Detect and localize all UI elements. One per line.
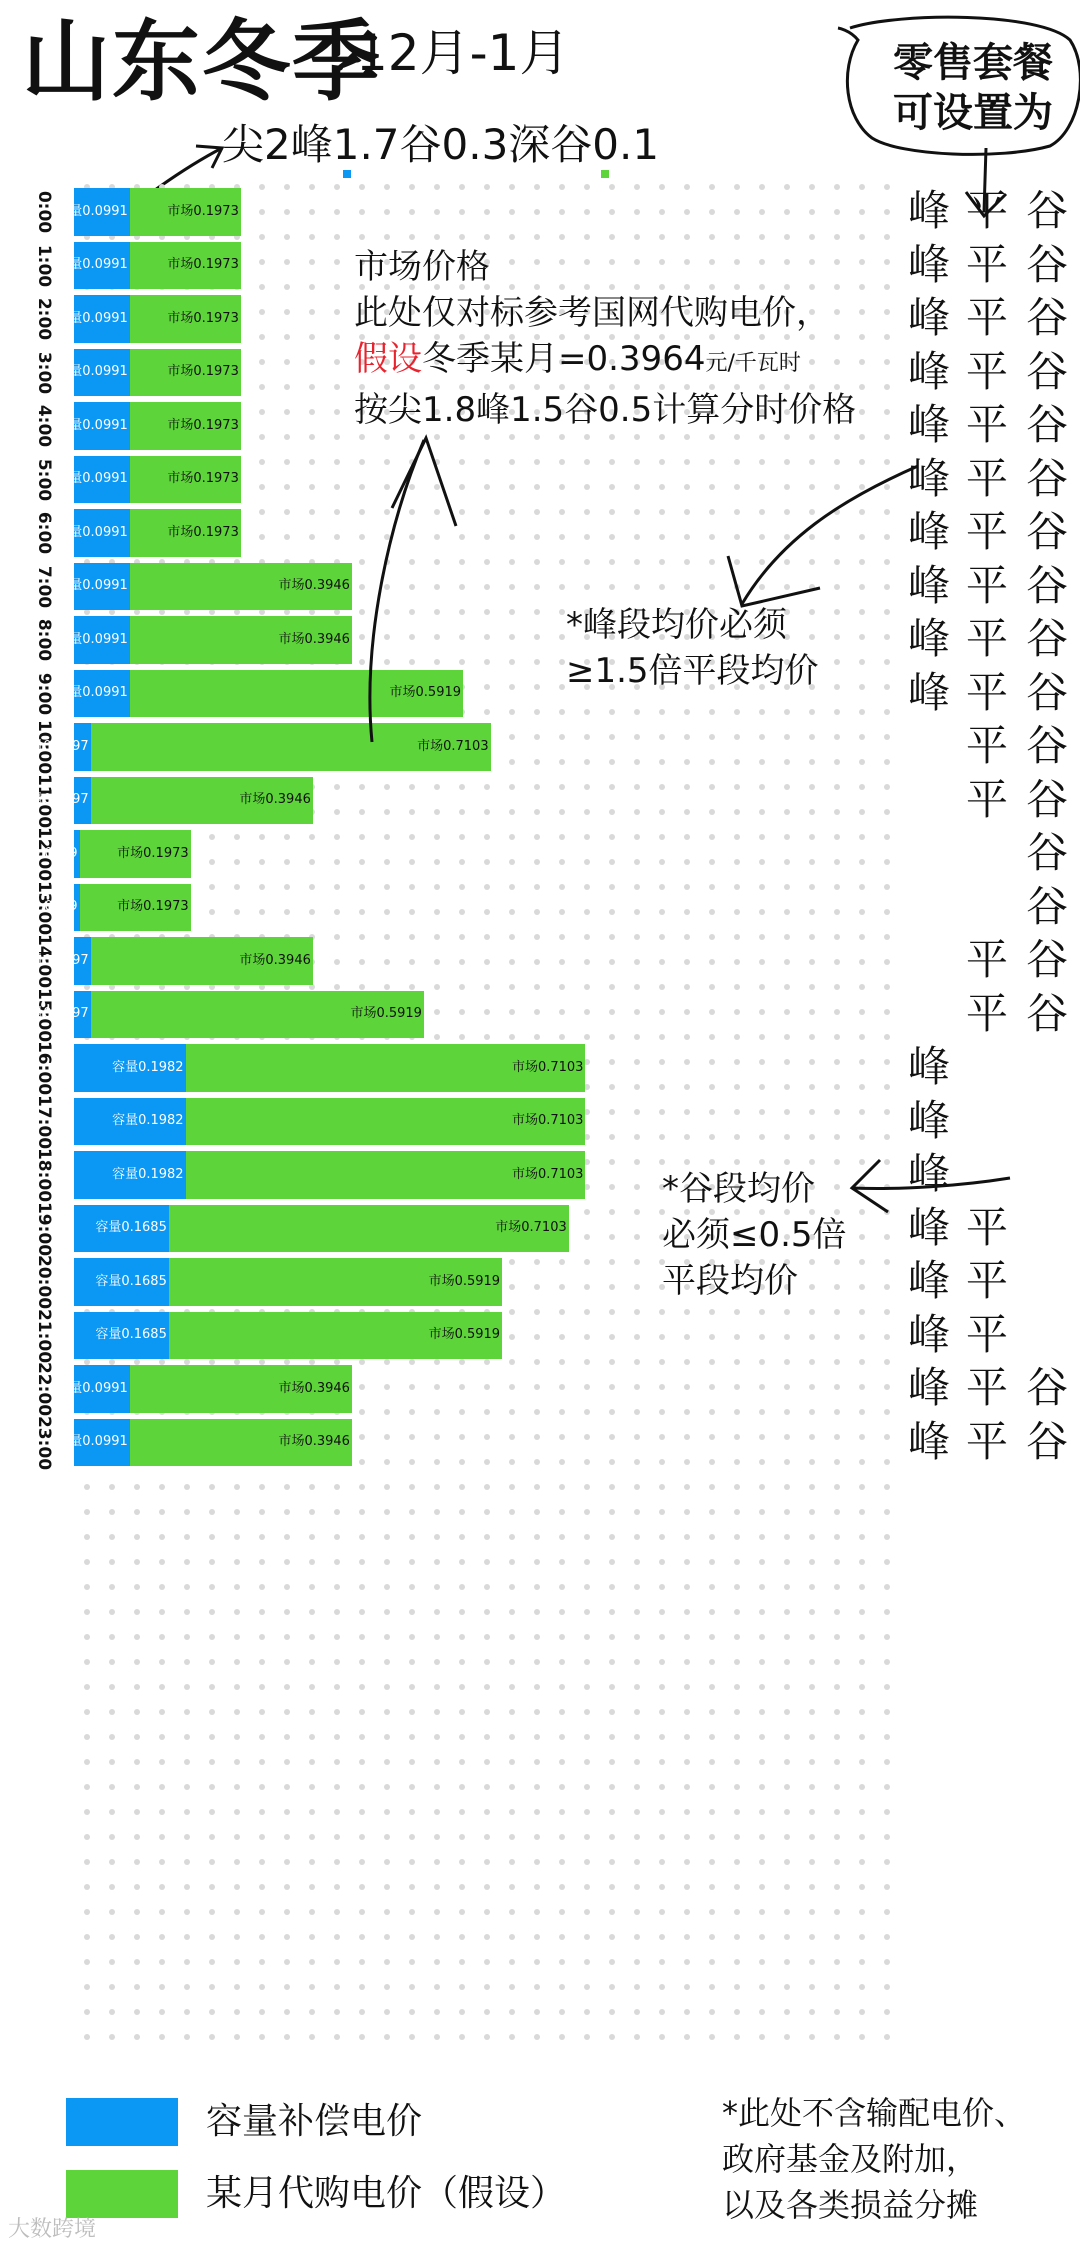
retail-slot-label: 峰 xyxy=(908,507,951,556)
market-bar-label: 市场0.1973 xyxy=(167,471,239,487)
legend-swatch-market xyxy=(66,2170,178,2218)
retail-slot-label: 谷 xyxy=(1026,239,1069,289)
market-bar-label: 市场0.1973 xyxy=(167,257,239,273)
hour-tick-label: 20:00 xyxy=(34,1254,54,1310)
watermark-logo: 大数跨境 xyxy=(8,2217,97,2242)
retail-slot-label: 谷 xyxy=(1026,1363,1069,1412)
capacity-bar-label: 容量0.0991 xyxy=(56,364,128,380)
market-bar-label: 市场0.7103 xyxy=(511,1059,584,1075)
hour-tick-label: 6:00 xyxy=(33,511,54,555)
valley-rule-line-1: *谷段均价 xyxy=(662,1169,815,1209)
market-bar-label: 市场0.1973 xyxy=(167,203,239,219)
retail-slot-label: 平 xyxy=(966,507,1009,556)
capacity-bar-label: 容量0.0991 xyxy=(56,1434,128,1450)
market-bar-label: 市场0.5919 xyxy=(389,685,462,701)
retail-slot-label: 谷 xyxy=(1026,881,1069,931)
hour-tick-label: 0:00 xyxy=(33,190,54,234)
capacity-bar-label: 容量0.0991 xyxy=(56,310,128,326)
hour-tick-label: 21:00 xyxy=(34,1308,54,1363)
retail-slot-label: 平 xyxy=(966,614,1009,663)
market-bar-label: 市场0.5919 xyxy=(428,1327,501,1343)
market-note-line-2: 此处仅对标参考国网代购电价， xyxy=(354,293,830,333)
capacity-bar-label: 容量0.0991 xyxy=(56,417,128,433)
tou-ratio-line: 尖2峰1.7谷0.3深谷0.1 xyxy=(222,120,660,169)
capacity-bar-label: 容量0.1982 xyxy=(112,1113,184,1129)
retail-slot-label: 谷 xyxy=(1026,186,1069,235)
retail-slot-label: 峰 xyxy=(908,1202,951,1252)
hour-tick-label: 18:00 xyxy=(34,1147,54,1203)
retail-slot-label: 谷 xyxy=(1026,560,1069,610)
retail-slot-label: 谷 xyxy=(1026,614,1069,663)
retail-slot-label: 峰 xyxy=(908,1416,951,1466)
hour-tick-label: 14:00 xyxy=(34,933,54,989)
retail-slot-label: 谷 xyxy=(1026,935,1069,984)
hour-tick-label: 19:00 xyxy=(34,1201,54,1256)
hour-tick-label: 16:00 xyxy=(34,1040,54,1096)
bubble-line-1: 零售套餐 xyxy=(893,40,1053,86)
capacity-bar-label: 容量0.0991 xyxy=(56,257,128,273)
retail-slot-label: 峰 xyxy=(908,293,951,342)
legend-label-market: 某月代购电价（假设） xyxy=(206,2173,567,2214)
chart-title: 山东冬季 xyxy=(22,10,383,113)
market-bar-label: 市场0.3946 xyxy=(239,792,311,808)
capacity-bar-label: 容量0.0297 xyxy=(17,1006,89,1022)
legend-swatch-capacity xyxy=(66,2098,178,2146)
hour-tick-label: 15:00 xyxy=(34,987,54,1042)
capacity-bar-label: 容量0.1685 xyxy=(95,1327,167,1343)
capacity-bar-label: 容量0.0099 xyxy=(6,899,78,915)
market-bar-label: 市场0.1973 xyxy=(167,310,239,326)
market-note-title: 市场价格 xyxy=(354,247,490,287)
retail-slot-label: 平 xyxy=(966,560,1009,610)
retail-slot-label: 峰 xyxy=(908,1149,951,1198)
retail-slot-label: 峰 xyxy=(908,1095,951,1145)
retail-slot-label: 平 xyxy=(966,935,1009,984)
hour-tick-label: 8:00 xyxy=(33,618,54,662)
retail-slot-label: 平 xyxy=(966,346,1009,396)
peak-rule-line-1: *峰段均价必须 xyxy=(566,605,787,645)
retail-slot-label: 峰 xyxy=(908,186,951,235)
market-bar-label: 市场0.1973 xyxy=(117,899,189,915)
retail-slot-label: 峰 xyxy=(908,560,951,610)
market-bar-label: 市场0.3946 xyxy=(278,1434,350,1450)
retail-slot-label: 谷 xyxy=(1026,293,1069,342)
market-bar-label: 市场0.7103 xyxy=(511,1113,584,1129)
market-bar-label: 市场0.7103 xyxy=(417,738,489,754)
hour-tick-label: 17:00 xyxy=(34,1094,54,1149)
retail-slot-label: 峰 xyxy=(908,239,951,289)
retail-slot-label: 平 xyxy=(966,1363,1009,1412)
retail-slot-label: 平 xyxy=(966,1309,1009,1359)
price-unit: 元/千瓦时 xyxy=(705,351,801,376)
footnote-line-1: *此处不含输配电价、 xyxy=(722,2094,1027,2132)
capacity-bar-label: 容量0.1982 xyxy=(112,1166,184,1182)
capacity-bar-label: 容量0.1685 xyxy=(95,1273,167,1289)
capacity-bar-label: 容量0.0297 xyxy=(17,952,89,968)
retail-slot-label: 峰 xyxy=(908,1042,951,1091)
hour-tick-label: 3:00 xyxy=(33,351,54,394)
capacity-bar-label: 容量0.0099 xyxy=(6,845,78,861)
hour-tick-label: 22:00 xyxy=(34,1361,54,1417)
market-bar-label: 市场0.1973 xyxy=(167,524,239,540)
market-bar-label: 市场0.1973 xyxy=(117,845,189,861)
retail-slot-label: 谷 xyxy=(1026,507,1069,556)
footnote xyxy=(722,2090,1026,2228)
retail-slot-label: 平 xyxy=(966,1202,1009,1252)
peak-rule-line-2: ≥1.5倍平段均价 xyxy=(566,651,819,691)
hour-tick-label: 10:00 xyxy=(34,719,54,775)
assumption-highlight: 假设 xyxy=(354,339,422,379)
market-bar-label: 市场0.3946 xyxy=(239,952,311,968)
market-bar-label: 市场0.3946 xyxy=(278,578,350,594)
hour-tick-label: 1:00 xyxy=(33,244,54,287)
hour-tick-label: 5:00 xyxy=(33,458,54,501)
retail-slot-label: 谷 xyxy=(1026,1416,1069,1466)
valley-rule-line-3: 平段均价 xyxy=(662,1261,798,1301)
retail-slot-label: 谷 xyxy=(1026,774,1069,824)
capacity-bar-label: 容量0.0991 xyxy=(56,1380,128,1396)
market-bar-label: 市场0.7103 xyxy=(495,1220,567,1236)
capacity-bar-label: 容量0.0991 xyxy=(56,631,128,647)
retail-slot-label: 平 xyxy=(966,1256,1009,1305)
retail-slot-label: 谷 xyxy=(1026,988,1069,1038)
capacity-bar-label: 容量0.0991 xyxy=(56,524,128,540)
retail-slot-label: 峰 xyxy=(908,1309,951,1359)
hour-tick-label: 13:00 xyxy=(34,880,54,935)
market-bar-label: 市场0.5919 xyxy=(350,1006,422,1022)
market-bar-label: 市场0.1973 xyxy=(167,364,239,380)
capacity-bar-label: 容量0.1982 xyxy=(112,1059,184,1075)
hour-tick-label: 9:00 xyxy=(33,672,54,715)
retail-slot-label: 峰 xyxy=(908,400,951,449)
hour-tick-label: 11:00 xyxy=(34,773,54,828)
retail-slot-label: 平 xyxy=(966,988,1009,1038)
footnote-line-2: 政府基金及附加， xyxy=(722,2140,979,2178)
retail-slot-label: 谷 xyxy=(1026,667,1069,717)
retail-slot-label: 峰 xyxy=(908,1363,951,1412)
retail-slot-label: 峰 xyxy=(908,614,951,663)
retail-slot-label: 峰 xyxy=(908,346,951,396)
retail-slot-label: 平 xyxy=(966,453,1009,503)
capacity-bar-label: 容量0.0991 xyxy=(56,578,128,594)
retail-slot-label: 谷 xyxy=(1026,400,1069,449)
capacity-bar-label: 容量0.0297 xyxy=(17,738,89,754)
capacity-bar-label: 容量0.0991 xyxy=(56,203,128,219)
hour-tick-label: 23:00 xyxy=(34,1415,54,1470)
retail-slot-label: 峰 xyxy=(908,667,951,717)
valley-rule-line-2: 必须≤0.5倍 xyxy=(662,1215,847,1255)
capacity-bar-label: 容量0.1685 xyxy=(95,1220,167,1236)
assumption-price: 冬季某月=0.3964 xyxy=(422,339,706,379)
hour-tick-label: 12:00 xyxy=(34,826,54,882)
footnote-line-3: 以及各类损益分摊 xyxy=(722,2186,979,2224)
retail-slot-label: 谷 xyxy=(1026,346,1069,396)
capacity-bar-label: 容量0.0297 xyxy=(17,792,89,808)
retail-slot-label: 峰 xyxy=(908,1256,951,1305)
market-bar-label: 市场0.3946 xyxy=(278,1380,350,1396)
retail-slot-label: 平 xyxy=(966,667,1009,717)
retail-slot-label: 谷 xyxy=(1026,453,1069,503)
market-note-line-4: 按尖1.8峰1.5谷0.5计算分时价格 xyxy=(354,390,857,430)
retail-slot-label: 平 xyxy=(966,1416,1009,1466)
hour-tick-label: 2:00 xyxy=(33,297,54,341)
retail-slot-label: 平 xyxy=(966,239,1009,289)
market-bar-label: 市场0.5919 xyxy=(428,1273,501,1289)
retail-slot-label: 谷 xyxy=(1026,828,1069,877)
chart-subtitle: 12月-1月 xyxy=(356,24,570,82)
market-bar-label: 市场0.1973 xyxy=(167,417,239,433)
market-bar-label: 市场0.3946 xyxy=(278,631,350,647)
bubble-line-2: 可设置为 xyxy=(893,90,1053,136)
retail-slot-label: 平 xyxy=(966,721,1009,770)
retail-slot-label: 谷 xyxy=(1026,721,1069,770)
retail-slot-label: 平 xyxy=(966,293,1009,342)
retail-slot-label: 平 xyxy=(966,186,1009,235)
capacity-bar-label: 容量0.0991 xyxy=(56,685,128,701)
hour-tick-label: 4:00 xyxy=(33,404,54,448)
retail-slot-label: 峰 xyxy=(908,453,951,503)
capacity-bar-label: 容量0.0991 xyxy=(56,471,128,487)
legend-label-capacity: 容量补偿电价 xyxy=(206,2101,423,2142)
retail-slot-label: 平 xyxy=(966,774,1009,824)
retail-slot-label: 平 xyxy=(966,400,1009,449)
market-bar-label: 市场0.7103 xyxy=(511,1166,584,1182)
hour-tick-label: 7:00 xyxy=(33,565,54,608)
